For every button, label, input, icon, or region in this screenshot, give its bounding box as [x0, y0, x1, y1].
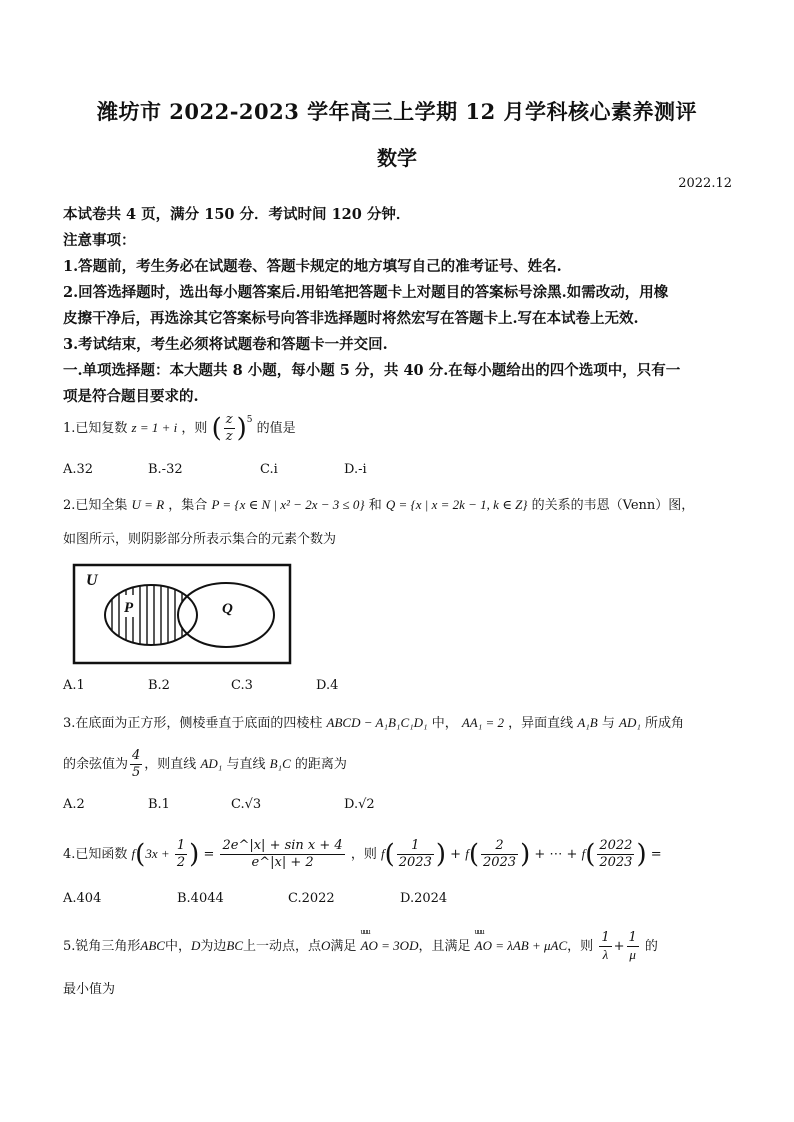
label-p: P: [124, 600, 134, 616]
q3-option-a[interactable]: A.2: [63, 797, 85, 812]
subject-title: 数学: [377, 146, 417, 170]
question-2-cont: 如图所示，则阴影部分所表示集合的元素个数为: [63, 532, 337, 547]
question-3-cont: 的余弦值为 $\frac{4}{5}$ ，则直线 AD₁ 与直线 B₁C 的距离为: [63, 748, 347, 780]
q4-option-b[interactable]: B.4044: [177, 891, 224, 906]
label-q: Q: [222, 601, 233, 617]
q3-option-b[interactable]: B.1: [148, 797, 170, 812]
section-heading-cont: 项是符合题目要求的.: [63, 388, 199, 405]
q1-expression: z = 1 + i: [131, 420, 178, 435]
question-5-cont: 最小值为: [63, 982, 116, 997]
set-q: Q = {x | x = 2k − 1, k ∈ Z}: [385, 497, 528, 512]
note-2-cont: 皮擦干净后，再选涂其它答案标号向答非选择题时将然宏写在答题卡上.写在本试卷上无效.: [63, 310, 639, 327]
q2-option-a[interactable]: A.1: [63, 678, 85, 693]
question-3: 3.在底面为正方形，侧棱垂直于底面的四棱柱 ABCD − A₁B₁C₁D₁ 中， AA₁ = 2 ，异面直线 A₁B 与 AD₁ 所成角: [63, 715, 685, 731]
q2-option-b[interactable]: B.2: [148, 678, 170, 693]
notice-title: 注意事项：: [63, 232, 136, 249]
vector-ao-equation: uuu AO = 3OD: [361, 938, 419, 954]
section-heading: 一.单项选择题：本大题共 8 小题，每小题 5 分，共 40 分.在每小题给出的四个选项中，只有一: [63, 362, 681, 379]
q1-option-d[interactable]: D.-i: [344, 462, 367, 477]
question-2: 2.已知全集 U = R ，集合 P = {x ∈ N | x² − 2x − 3 ≤ 0} 和 Q = {x | x = 2k − 1, k ∈ Z} 的关系的韦恩（Venn）图，: [63, 497, 695, 513]
q3-fraction: $\frac{4}{5}$: [132, 748, 141, 780]
question-4: 4.已知函数 f(3x + $\frac{1}{2}$ ) = $\frac{\text{2e\textasciicircum{}|x| + sin x + 4}}{e\^{}|x| + 2}$ ，则 f( $\frac{1}{2023}$ ) + f( $\frac{2}{2023}$ ) + ⋯ + f( $\frac{2022}{2023}$ ) =: [63, 838, 662, 870]
q1-option-a[interactable]: A.32: [63, 462, 94, 477]
venn-diagram: [72, 563, 294, 667]
note-2: 2.回答选择题时，选出每小题答案后.用铅笔把答题卡上对题目的答案标号涂黑.如需改动，用橡: [63, 284, 669, 301]
q4-option-c[interactable]: C.2022: [288, 891, 335, 906]
vector-decomposition: uuu AO = λAB + μAC: [475, 938, 568, 954]
q2-option-c[interactable]: C.3: [231, 678, 253, 693]
q1-option-b[interactable]: B.-32: [148, 462, 183, 477]
q3-option-c[interactable]: C.√3: [231, 797, 262, 812]
exam-info: 本试卷共 4 页，满分 150 分．考试时间 120 分钟．: [63, 206, 411, 223]
exam-title: 潍坊市 2022-2023 学年高三上学期 12 月学科核心素养测评: [96, 99, 698, 124]
q4-option-d[interactable]: D.2024: [400, 891, 448, 906]
q1-fraction: $\frac{z}{z}$: [225, 412, 233, 444]
question-1: 1.已知复数 z = 1 + i ，则 ( $\frac{z}{z}$ )$^5$ 的值是: [63, 412, 296, 444]
note-1: 1.答题前，考生务必在试题卷、答题卡规定的地方填写自己的准考证号、姓名.: [63, 258, 562, 275]
q4-option-a[interactable]: A.404: [63, 891, 102, 906]
exam-date: 2022.12: [678, 176, 732, 191]
q3-option-d[interactable]: D.√2: [344, 797, 375, 812]
q4-rhs-fraction: $\frac{\text{2e\textasciicircum{}|x| + sin x + 4}}{e\^{}|x| + 2}$: [222, 838, 343, 870]
label-u: U: [86, 572, 98, 589]
note-3: 3.考试结束，考生必须将试题卷和答题卡一并交回.: [63, 336, 388, 353]
question-5: 5.锐角三角形ABC中，D为边BC上一动点，点O满足 uuu AO = 3OD，且满足 uuu AO = λAB + μAC，则 $\frac{1}{\lambda}$ + $\frac{1}{\mu}$ 的: [63, 930, 658, 963]
q2-option-d[interactable]: D.4: [316, 678, 339, 693]
q1-option-c[interactable]: C.i: [260, 462, 278, 477]
set-p: P = {x ∈ N | x² − 2x − 3 ≤ 0}: [211, 497, 365, 512]
